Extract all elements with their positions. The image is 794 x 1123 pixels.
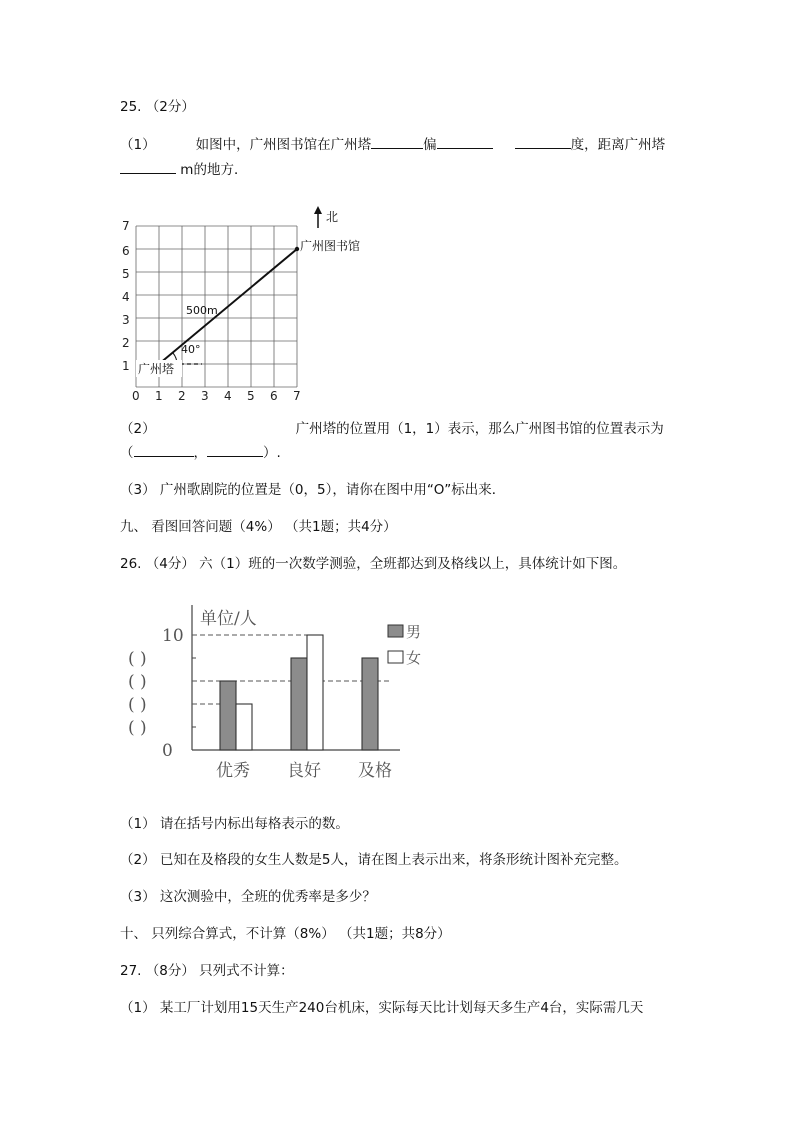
- y-tick-5: 5: [122, 267, 130, 281]
- y-tick-7: 7: [122, 219, 130, 233]
- y-tick-blank-6[interactable]: ( ): [128, 672, 147, 692]
- x-tick-3: 3: [201, 389, 209, 403]
- north-arrow-icon: [314, 206, 322, 228]
- y-tick-2: 2: [122, 336, 130, 350]
- answer-blank-direction-1[interactable]: [371, 136, 423, 149]
- x-tick-7: 7: [293, 389, 301, 403]
- x-tick-5: 5: [247, 389, 255, 403]
- category-label-1: 良好: [287, 761, 321, 781]
- section-9-title: 九、 看图回答问题（4%） （共1题；共4分）: [120, 519, 397, 535]
- angle-label: 40°: [181, 343, 201, 356]
- q26-part3-text: 这次测验中，全班的优秀率是多少？: [159, 889, 376, 905]
- q25-part3-text: 广州歌剧院的位置是（0，5），请你在图中用“O”标出来．: [159, 482, 506, 498]
- legend-swatch-male: [388, 625, 403, 637]
- tower-label: 广州塔: [138, 362, 175, 376]
- y-tick-blank-4[interactable]: ( ): [128, 695, 147, 715]
- q26-part1: [120, 815, 349, 833]
- legend-label-male: 男: [406, 623, 422, 641]
- q27-part1-text: 某工厂计划用15天生产240台机床，实际每天比计划每天多生产4台，实际需几天: [159, 1000, 644, 1016]
- y-tick-label-0: 0: [162, 741, 173, 761]
- q25-part2-number: （2）: [120, 421, 156, 437]
- category-label-0: 优秀: [216, 761, 250, 781]
- x-tick-6: 6: [270, 389, 278, 403]
- q25-part1-text-b: 偏: [423, 137, 437, 153]
- q25-part2-text: 广州塔的位置用（1，1）表示，那么广州图书馆的位置表示为: [295, 421, 664, 437]
- y-tick-4: 4: [122, 290, 130, 304]
- distance-label: 500m: [186, 304, 218, 317]
- bar-male-0: [220, 681, 236, 750]
- grid-map-figure: [110, 200, 380, 410]
- x-tick-4: 4: [224, 389, 232, 403]
- q26-part1-text: 请在括号内标出每格表示的数。: [159, 816, 349, 832]
- chart-unit-title: 单位/人: [200, 609, 257, 629]
- y-tick-6: 6: [122, 244, 130, 258]
- comma: ，: [193, 445, 207, 461]
- q25-part2: [120, 420, 664, 438]
- q26-part2: [120, 851, 627, 869]
- q27-header: 27. （8分） 只列式不计算：: [120, 963, 294, 979]
- x-tick-1: 1: [155, 389, 163, 403]
- q25-header: 25. （2分）: [120, 99, 195, 115]
- q25-part1-text-a: 如图中，广州图书馆在广州塔: [195, 137, 372, 153]
- q25-part1-text-c: 度，距离广州塔: [570, 137, 666, 153]
- y-tick-3: 3: [122, 313, 130, 327]
- y-tick-blank-2[interactable]: ( ): [128, 718, 147, 738]
- answer-blank-direction-2[interactable]: [437, 136, 493, 149]
- q27-part1-number: （1）: [120, 1000, 156, 1016]
- q26-part2-text: 已知在及格段的女生人数是5人，请在图上表示出来，将条形统计图补充完整。: [159, 852, 628, 868]
- answer-blank-y[interactable]: [207, 444, 263, 457]
- paren-open: （: [120, 445, 134, 461]
- q25-part3-number: （3）: [120, 482, 156, 498]
- library-label: 广州图书馆: [300, 239, 361, 253]
- x-tick-0: 0: [132, 389, 140, 403]
- section-10-title: 十、 只列综合算式，不计算（8%） （共1题；共8分）: [120, 926, 451, 942]
- q26-header: 26. （4分） 六（1）班的一次数学测验，全班都达到及格线以上，具体统计如下图。: [120, 556, 627, 572]
- bar-chart: [110, 600, 440, 790]
- q25-part2-line2: [120, 444, 281, 462]
- q26-part1-number: （1）: [120, 816, 156, 832]
- q25-part1-text-d: m的地方．: [180, 162, 248, 178]
- y-tick-blank-8[interactable]: ( ): [128, 649, 147, 669]
- q25-part1-line2: [120, 161, 247, 179]
- category-label-2: 及格: [358, 761, 392, 781]
- q27-part1: [120, 999, 643, 1017]
- q26-part3: [120, 888, 376, 906]
- x-tick-2: 2: [178, 389, 186, 403]
- bar-female-1: [307, 635, 323, 750]
- paren-close: ）.: [263, 445, 281, 461]
- bar-male-1: [291, 658, 307, 750]
- y-tick-label-10: 10: [162, 626, 184, 646]
- bar-female-0: [236, 704, 252, 750]
- q25-part3: [120, 481, 505, 499]
- answer-blank-distance[interactable]: [120, 161, 176, 174]
- q25-part1: [120, 136, 665, 154]
- bar-male-2: [362, 658, 378, 750]
- q25-part1-number: （1）: [120, 137, 156, 153]
- library-point: [295, 247, 299, 251]
- q26-part3-number: （3）: [120, 889, 156, 905]
- answer-blank-degrees[interactable]: [515, 136, 571, 149]
- q26-part2-number: （2）: [120, 852, 156, 868]
- legend-swatch-female: [388, 651, 403, 663]
- legend-label-female: 女: [406, 649, 422, 667]
- answer-blank-x[interactable]: [134, 444, 194, 457]
- y-tick-1: 1: [122, 359, 130, 373]
- legend: [388, 623, 421, 667]
- north-label: 北: [326, 210, 339, 224]
